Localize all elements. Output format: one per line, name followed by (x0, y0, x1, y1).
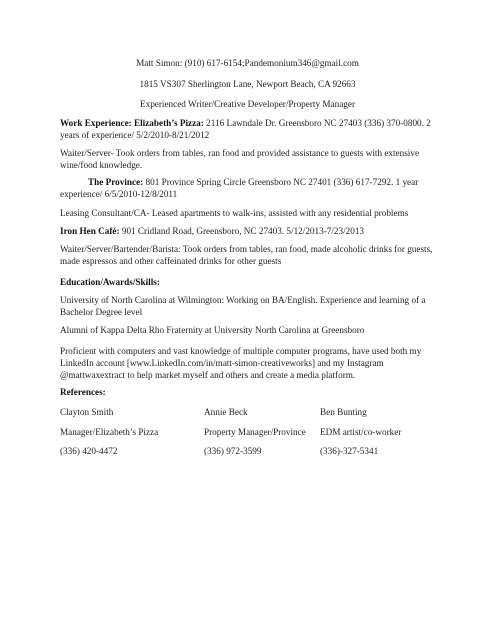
job-elizabeths-pizza (60, 117, 435, 141)
reference-role: Property Manager/Province (204, 427, 306, 437)
job-name: Iron Hen Café: (60, 226, 120, 236)
job-description: Leasing Consultant/CA- Leased apartments to walk-ins, assisted with any residential problems (60, 208, 409, 218)
reference-name: Ben Bunting (320, 407, 367, 417)
reference-name: Annie Beck (204, 407, 248, 417)
contact-line: Matt Simon: (910) 617-6154;Pandemonium346@gmail.com (136, 58, 359, 68)
reference-phone: (336) 420-4472 (60, 446, 118, 456)
education-item: University of North Carolina at Wilmington: Working on BA/English. Experience and learning of a Bachelor Degree level (60, 295, 426, 317)
job-iron-hen-cafe (60, 225, 435, 237)
work-experience-heading: Work Experience: (60, 118, 132, 128)
education-item: Alumni of Kappa Delta Rho Fraternity at University North Carolina at Greensboro (60, 325, 365, 335)
education-heading: Education/Awards/Skills: (60, 277, 160, 287)
education-item: Proficient with computers and vast knowledge of multiple computer programs, have used both my LinkedIn account [www.LinkedIn.com/in/matt-simon-creativeworks] and my Instagram @mattwaxextract to help market myself and others and create a media platform. (60, 346, 422, 380)
reference-phone: (336) 972-3599 (204, 446, 262, 456)
address-line: 1815 VS307 Sherlington Lane, Newport Beach, CA 92663 (139, 79, 356, 89)
job-name: The Province: (88, 177, 144, 187)
job-description: Waiter/Server/Bartender/Barista: Took orders from tables, ran food, made alcoholic drinks for guests, made espressos and other caffeinated drinks for other guests (60, 244, 433, 266)
job-details: 801 Province Spring Circle Greensboro NC 27401 (336) 617-7292. 1 year experience/ 6/5/2010-12/8/2011 (60, 177, 419, 199)
reference-name: Clayton Smith (60, 407, 114, 417)
job-description: Waiter/Server- Took orders from tables, ran food and provided assistance to guests with extensive wine/food knowledge. (60, 148, 420, 170)
job-the-province (60, 176, 435, 200)
job-details: 901 Cridland Road, Greensboro, NC 27403. 5/12/2013-7/23/2013 (119, 226, 365, 236)
reference-role: EDM artist/co-worker (320, 427, 402, 437)
professional-title: Experienced Writer/Creative Developer/Property Manager (139, 99, 356, 109)
job-name: Elizabeth’s Pizza: (134, 118, 204, 128)
reference-phone: (336)-327-5341 (320, 446, 379, 456)
references-heading: References: (60, 387, 106, 397)
reference-role: Manager/Elizabeth’s Pizza (60, 427, 159, 437)
job-details: 2116 Lawndale Dr. Greensboro NC 27403 (336) 370-0800. 2 years of experience/ 5/2/2010-8/21/2012 (60, 118, 431, 140)
